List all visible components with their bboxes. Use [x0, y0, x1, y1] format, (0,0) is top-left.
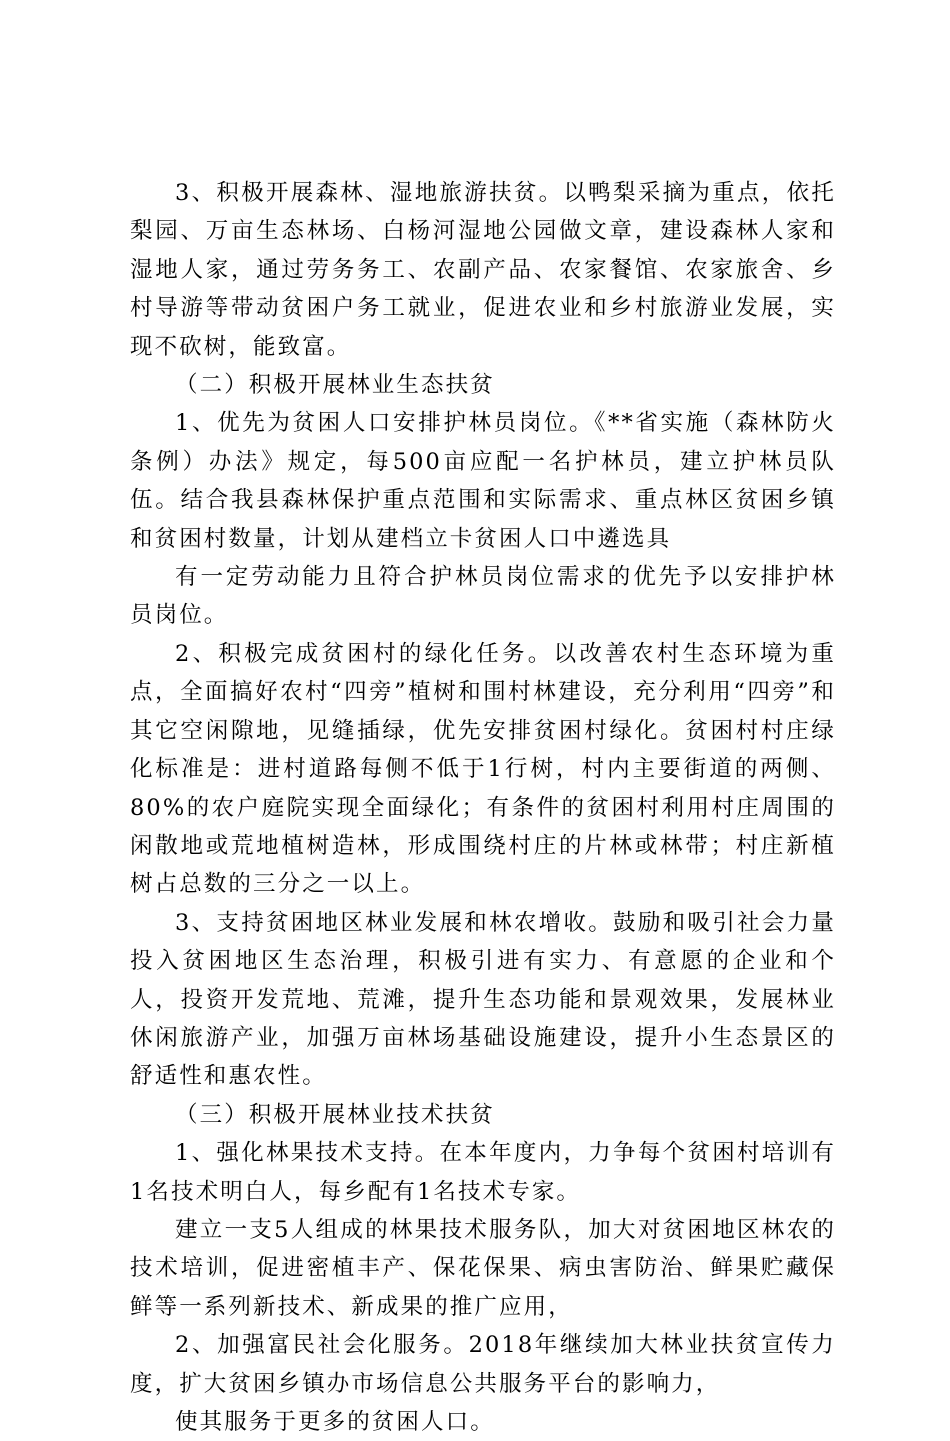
paragraph-forestry-development: 3、支持贫困地区林业发展和林农增收。鼓励和吸引社会力量投入贫困地区生态治理，积极引进有实力、有意愿的企业和个人，投资开发荒地、荒滩，提升生态功能和景观效果，发展林业休闲旅游产业，加强万亩林场基础设施建设，提升小生态景区的舒适性和惠农性。	[130, 909, 836, 1090]
paragraph-tech-service-team: 建立一支5人组成的林果技术服务队，加大对贫困地区林农的技术培训，促进密植丰产、保花保果、病虫害防治、鲜果贮藏保鲜等一系列新技术、新成果的推广应用，	[130, 1216, 836, 1320]
paragraph-ranger-continued: 有一定劳动能力且符合护林员岗位需求的优先予以安排护林员岗位。	[130, 564, 836, 629]
section-heading-technology: （三）积极开展林业技术扶贫	[175, 1101, 495, 1128]
paragraph-village-greening: 2、积极完成贫困村的绿化任务。以改善农村生态环境为重点，全面搞好农村“四旁”植树和围村林建设，充分利用“四旁”和其它空闲隙地，见缝插绿，优先安排贫困村绿化。贫困村村庄绿化标准是：进村道路每侧不低于1行树，村内主要街道的两侧、80%的农户庭院实现全面绿化；有条件的贫困村利用村庄周围的闲散地或荒地植树造林，形成围绕村庄的片林或林带；村庄新植树占总数的三分之一以上。	[130, 640, 836, 898]
paragraph-forest-wetland-tourism: 3、积极开展森林、湿地旅游扶贫。以鸭梨采摘为重点，依托梨园、万亩生态林场、白杨河湿地公园做文章，建设森林人家和湿地人家，通过劳务务工、农副产品、农家餐馆、农家旅舍、乡村导游等带动贫困户务工就业，促进农业和乡村旅游业发展，实现不砍树，能致富。	[130, 180, 836, 360]
paragraph-social-services: 2、加强富民社会化服务。2018年继续加大林业扶贫宣传力度，扩大贫困乡镇办市场信息公共服务平台的影响力，	[130, 1332, 836, 1397]
paragraph-closing: 使其服务于更多的贫困人口。	[175, 1409, 495, 1435]
section-heading-ecological: （二）积极开展林业生态扶贫	[175, 372, 495, 399]
paragraph-forest-ranger-posts: 1、优先为贫困人口安排护林员岗位。《**省实施（森林防火条例）办法》规定，每500亩应配一名护林员，建立护林员队伍。结合我县森林保护重点范围和实际需求、重点林区贫困乡镇和贫困村数量，计划从建档立卡贫困人口中遴选具	[130, 410, 836, 552]
paragraph-tech-support: 1、强化林果技术支持。在本年度内，力争每个贫困村培训有1名技术明白人，每乡配有1名技术专家。	[130, 1140, 836, 1205]
document-body	[130, 174, 836, 1441]
